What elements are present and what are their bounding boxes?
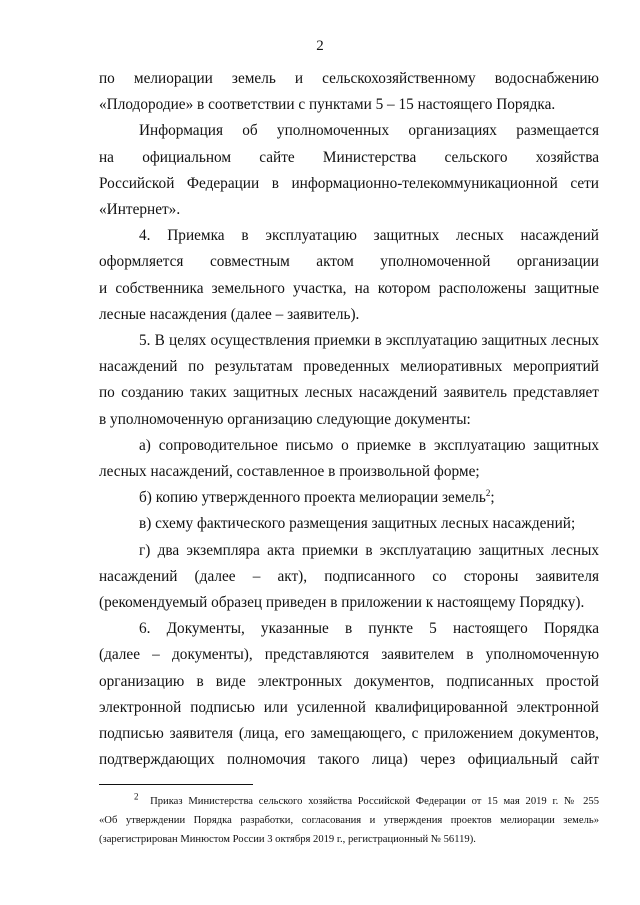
paragraph [99,538,599,617]
text-line: «Плодородие» в соответствии с пунктами 5 – 15 настоящего Порядка. [99,96,556,114]
footnote-number: 2 [134,791,139,802]
text-line: 6. Документы, указанные в пункте 5 настоящего Порядка [139,620,599,638]
text-line: по созданию таких защитных лесных насаждений заявитель представляет [99,384,599,402]
paragraph [99,511,599,537]
paragraph [99,485,599,511]
text-line: Российской Федерации в информационно-телекоммуникационной сети [99,174,599,192]
text-line: 5. В целях осуществления приемки в эксплуатацию защитных лесных [139,332,599,350]
text-line: электронной подписью или усиленной квалифицированной электронной [99,698,599,716]
text-line: организацию в виде электронных документов, подписанных простой [99,672,599,690]
text-line: «Интернет». [99,201,181,219]
text-line: Информация об уполномоченных организациях размещается [139,122,599,140]
text-line: в уполномоченную организацию следующие документы: [99,410,471,428]
footnote [99,792,599,849]
text-line: на официальном сайте Министерства сельского хозяйства [99,148,599,166]
text-line: в) схему фактического размещения защитных лесных насаждений; [139,515,576,533]
document-body [99,66,599,773]
text-line: насаждений (далее – акт), подписанного со стороны заявителя [99,567,599,585]
page-number: 2 [316,38,324,54]
footnote-divider [99,784,253,785]
footnote-line [99,792,599,811]
text-fragment: б) копию утвержденного проекта мелиорации земель [139,489,486,507]
text-line: насаждений по результатам проведенных мелиоративных мероприятий [99,358,599,376]
text-line: по мелиорации земель и сельскохозяйственному водоснабжению [99,70,599,87]
text-line: а) сопроводительное письмо о приемке в эксплуатацию защитных [139,436,599,454]
paragraph [99,118,599,223]
footnote-reference[interactable]: 2 [485,488,491,499]
text-line: лесные насаждения (далее – заявитель). [99,305,360,323]
paragraph [99,328,599,433]
paragraph [99,223,599,328]
text-line: г) два экземпляра акта приемки в эксплуатацию защитных лесных [139,541,599,559]
text-line: (далее – документы), представляются заявителем в уполномоченную [99,646,599,664]
footnote-line: (зарегистрирован Минюстом России 3 октября 2019 г., регистрационный № 56119). [99,834,476,845]
paragraph [99,433,599,485]
text-line: подтверждающих полномочия такого лица) через официальный сайт [99,751,599,769]
text-line: лесных насаждений, составленное в произвольной форме; [99,463,480,481]
paragraph [99,66,599,118]
text-line: и собственника земельного участка, на котором расположены защитные [99,279,599,297]
text-line [99,485,599,511]
text-line: (рекомендуемый образец приведен в приложении к настоящему Порядку). [99,594,585,612]
paragraph [99,616,599,773]
footnote-text: Приказ Министерства сельского хозяйства Российской Федерации от 15 мая 2019 г. № 255 [150,796,600,807]
text-line: оформляется совместным актом уполномоченной организации [99,253,599,271]
footnote-line: «Об утверждении Порядка разработки, согласования и утверждения проектов мелиорации земель» [99,815,599,826]
text-line: 4. Приемка в эксплуатацию защитных лесных насаждений [139,227,599,245]
text-line: подписью заявителя (лица, его замещающего, с приложением документов, [99,725,599,743]
text-fragment: ; [490,489,495,507]
